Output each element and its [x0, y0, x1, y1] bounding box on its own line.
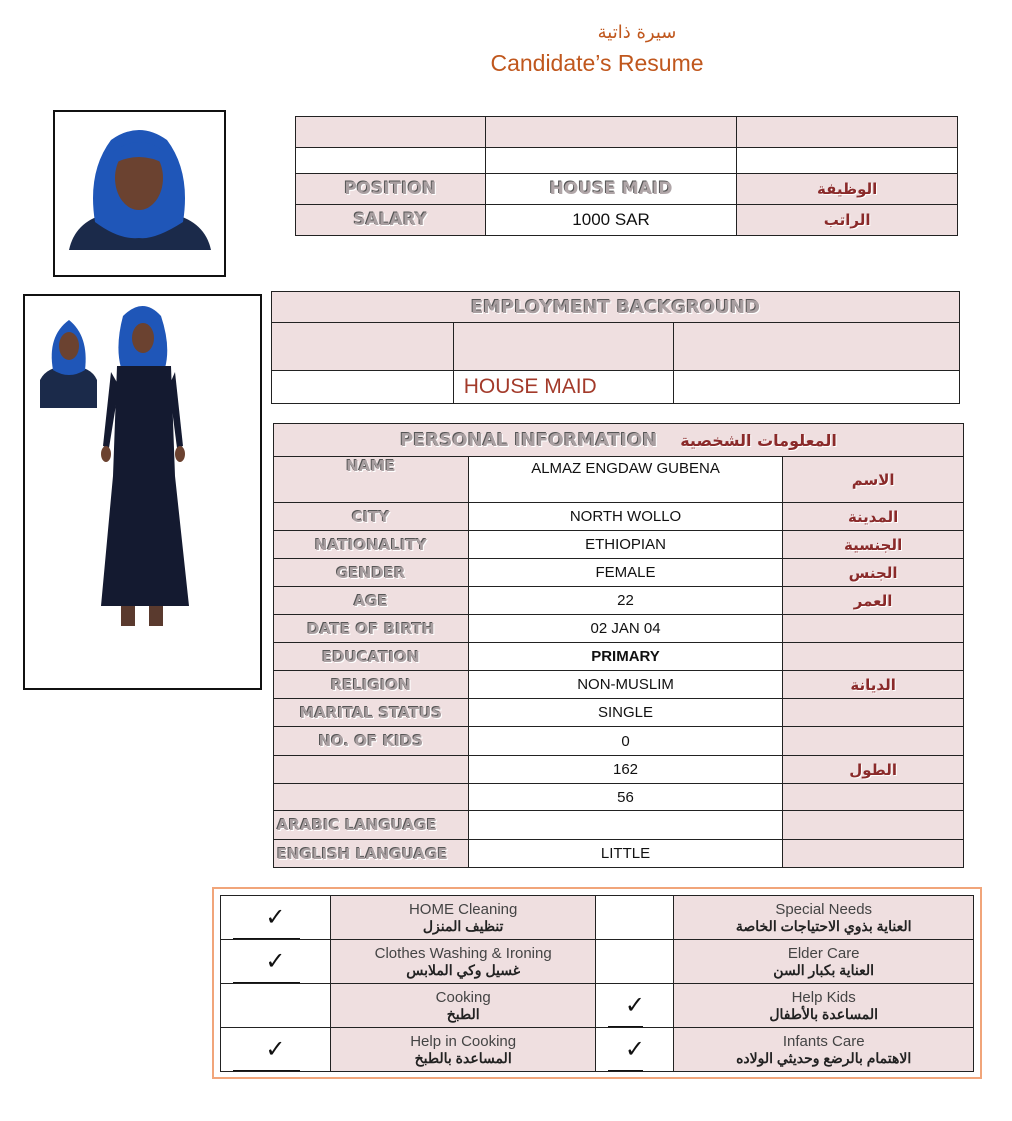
row-label-ar [783, 727, 964, 756]
skill-label-ar: غسيل وكي الملابس [406, 961, 521, 978]
empty-cell [485, 148, 737, 174]
skill-label-ar: الطبخ [446, 1005, 480, 1022]
row-value: 0 [468, 727, 782, 756]
skill-label: Help Kids [791, 988, 856, 1006]
full-body-photo-frame [23, 294, 262, 690]
row-label: CITY [274, 503, 469, 531]
row-label-ar [783, 784, 964, 811]
row-label [274, 784, 469, 811]
row-label: DATE OF BIRTH [274, 615, 469, 643]
skill-cell [674, 1028, 974, 1072]
table-row [274, 587, 964, 615]
check-icon: ✓ [265, 904, 286, 931]
position-row [296, 174, 958, 205]
row-value: LITTLE [468, 840, 782, 868]
row-label-ar [783, 811, 964, 840]
check-icon: ✓ [265, 948, 286, 975]
headshot-photo [55, 112, 224, 275]
row-value: ETHIOPIAN [468, 531, 782, 559]
salary-label-ar: الراتب [737, 205, 958, 236]
salary-row [296, 205, 958, 236]
table-row [274, 643, 964, 671]
position-table-row [296, 117, 958, 148]
employment-row [272, 371, 960, 404]
table-row [274, 531, 964, 559]
skill-label: Clothes Washing & Ironing [374, 944, 552, 962]
arabic-title: سيرة ذاتية [597, 22, 677, 43]
empty-cell [737, 148, 958, 174]
skill-check [596, 1028, 674, 1072]
skill-check [596, 940, 674, 984]
row-value: 56 [468, 784, 782, 811]
row-label: RELIGION [274, 671, 469, 699]
row-label-ar: الجنس [783, 559, 964, 587]
table-row [274, 671, 964, 699]
row-label-ar: الاسم [783, 457, 964, 503]
row-value: 162 [468, 756, 782, 784]
row-value: SINGLE [468, 699, 782, 727]
row-label: NO. OF KIDS [274, 727, 469, 756]
check-icon: ✓ [624, 992, 645, 1019]
empty-cell [674, 323, 960, 371]
table-row [274, 840, 964, 868]
row-label: EDUCATION [274, 643, 469, 671]
skill-cell [674, 984, 974, 1028]
skill-cell [330, 896, 596, 940]
skills-row [221, 984, 974, 1028]
skill-check [596, 896, 674, 940]
skill-check [596, 984, 674, 1028]
table-row [274, 811, 964, 840]
employment-heading: EMPLOYMENT BACKGROUND [272, 292, 960, 323]
full-body-photo [25, 296, 260, 688]
row-label-ar: الديانة [783, 671, 964, 699]
row-label-ar [783, 840, 964, 868]
empty-cell [272, 323, 454, 371]
empty-cell [485, 117, 737, 148]
empty-cell [296, 117, 486, 148]
skill-label: Cooking [435, 988, 491, 1006]
employment-heading-row [272, 292, 960, 323]
employment-row [272, 323, 960, 371]
skill-cell [330, 940, 596, 984]
headshot-photo-frame [53, 110, 226, 277]
table-row [274, 784, 964, 811]
position-table-row [296, 148, 958, 174]
skills-box [212, 887, 982, 1079]
position-value: HOUSE MAID [485, 174, 737, 205]
row-value: 22 [468, 587, 782, 615]
row-label-ar: العمر [783, 587, 964, 615]
empty-cell [453, 323, 674, 371]
row-label: AGE [274, 587, 469, 615]
empty-cell [674, 371, 960, 404]
position-label-ar: الوظيفة [737, 174, 958, 205]
table-row [274, 559, 964, 587]
check-icon: ✓ [265, 1036, 286, 1063]
skill-check [221, 984, 331, 1028]
personal-heading-cell [274, 424, 964, 457]
empty-cell [272, 371, 454, 404]
position-table [295, 116, 958, 236]
skill-label-ar: المساعدة بالأطفال [769, 1005, 879, 1022]
table-row [274, 457, 964, 503]
row-label-ar: المدينة [783, 503, 964, 531]
skill-cell [330, 1028, 596, 1072]
skill-check [221, 940, 331, 984]
personal-info-table [273, 423, 964, 868]
skills-row [221, 940, 974, 984]
skills-table [220, 895, 974, 1072]
row-label: MARITAL STATUS [274, 699, 469, 727]
employment-table [271, 291, 960, 404]
row-value: ALMAZ ENGDAW GUBENA [468, 457, 782, 503]
skill-cell [674, 940, 974, 984]
row-label: NATIONALITY [274, 531, 469, 559]
skill-label-ar: العناية بذوي الاحتياجات الخاصة [735, 917, 912, 934]
skill-label-ar: العناية بكبار السن [773, 961, 875, 978]
row-label-ar [783, 699, 964, 727]
skill-label: Help in Cooking [410, 1032, 517, 1050]
salary-value: 1000 SAR [485, 205, 737, 236]
table-row [274, 503, 964, 531]
row-label-ar: الجنسية [783, 531, 964, 559]
personal-heading: PERSONAL INFORMATION [400, 429, 658, 451]
row-label-ar: الطول [783, 756, 964, 784]
row-value [468, 811, 782, 840]
skill-check [221, 896, 331, 940]
row-label [274, 756, 469, 784]
salary-label: SALARY [296, 205, 486, 236]
check-icon: ✓ [624, 1036, 645, 1063]
position-label: POSITION [296, 174, 486, 205]
personal-heading-ar: المعلومات الشخصية [680, 430, 837, 450]
table-row [274, 756, 964, 784]
table-row [274, 615, 964, 643]
skill-check [221, 1028, 331, 1072]
skills-row [221, 1028, 974, 1072]
empty-cell [296, 148, 486, 174]
row-label-ar [783, 643, 964, 671]
table-row [274, 699, 964, 727]
row-label: GENDER [274, 559, 469, 587]
skill-cell [330, 984, 596, 1028]
row-label-ar [783, 615, 964, 643]
skill-cell [674, 896, 974, 940]
row-label: ENGLISH LANGUAGE [274, 840, 469, 868]
skill-label-ar: الاهتمام بالرضع وحديثي الولاده [736, 1049, 912, 1066]
row-value: 02 JAN 04 [468, 615, 782, 643]
personal-heading-row [274, 424, 964, 457]
skill-label: Special Needs [775, 900, 873, 918]
skills-row [221, 896, 974, 940]
skill-label: HOME Cleaning [408, 900, 518, 918]
row-value: NORTH WOLLO [468, 503, 782, 531]
skill-label: Elder Care [787, 944, 860, 962]
employment-value: HOUSE MAID [453, 371, 674, 404]
skill-label: Infants Care [782, 1032, 865, 1050]
row-value: NON-MUSLIM [468, 671, 782, 699]
empty-cell [737, 117, 958, 148]
page-title: Candidate’s Resume [490, 50, 704, 76]
row-label: ARABIC LANGUAGE [274, 811, 469, 840]
row-value: FEMALE [468, 559, 782, 587]
skill-label-ar: المساعدة بالطبخ [414, 1049, 512, 1066]
skill-label-ar: تنظيف المنزل [422, 917, 504, 934]
row-value: PRIMARY [468, 643, 782, 671]
table-row [274, 727, 964, 756]
row-label: NAME [274, 457, 469, 503]
